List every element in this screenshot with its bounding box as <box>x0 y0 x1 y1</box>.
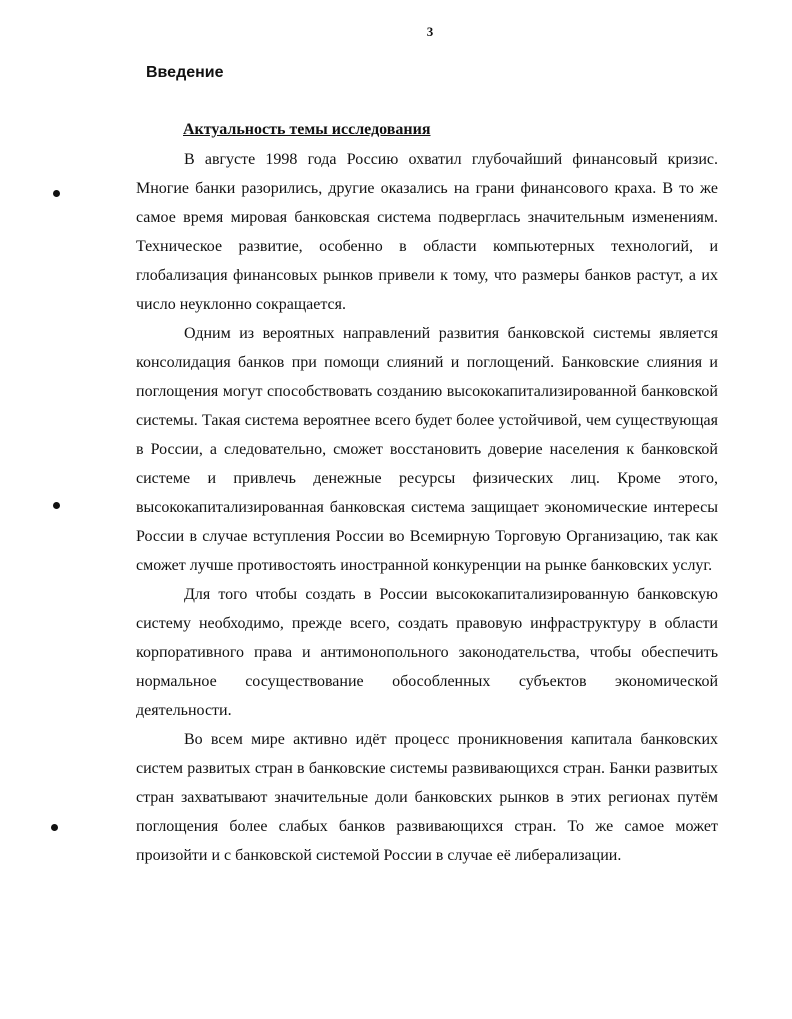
paragraph-2: Одним из вероятных направлений развития банковской системы является консолидация банков при помощи слияний и поглощений. Банковские слияния и поглощения могут способствовать созданию высококапитализированной банковской системы. Такая система вероятнее всего будет более устойчивой, чем существующая в России, а следовательно, сможет восстановить доверие населения к банковской системе и привлечь денежные ресурсы физических лиц. Кроме этого, высококапитализированная банковская система защищает экономические интересы России в случае вступления России во Всемирную Торговую Организацию, так как сможет лучше противостоять иностранной конкуренции на рынке банковских услуг. <box>136 325 718 574</box>
paragraph-1: В августе 1998 года Россию охватил глубочайший финансовый кризис. Многие банки разорились, другие оказались на грани финансового краха. В то же самое время мировая банковская система подверглась значительным изменениям. Техническое развитие, особенно в области компьютерных технологий, и глобализация финансовых рынков привели к тому, что размеры банков растут, а их число неуклонно сокращается. <box>136 151 718 313</box>
paragraph-3: Для того чтобы создать в России высококапитализированную банковскую систему необходимо, прежде всего, создать правовую инфраструктуру в области корпоративного права и антимонопольного законодательства, чтобы обеспечить нормальное сосуществование обособленных субъектов экономической деятельности. <box>136 586 718 719</box>
body-text <box>136 145 718 870</box>
page-number: 3 <box>426 24 434 39</box>
binding-hole-mark-top <box>53 190 60 197</box>
subsection-heading: Актуальность темы исследования <box>183 121 431 138</box>
binding-hole-mark-bottom <box>51 824 58 831</box>
section-heading: Введение <box>146 64 224 81</box>
binding-hole-mark-middle <box>53 502 60 509</box>
paragraph-4: Во всем мире активно идёт процесс проникновения капитала банковских систем развитых стран в банковские системы развивающихся стран. Банки развитых стран захватывают значительные доли банковских рынков в этих регионах путём поглощения более слабых банков развивающихся стран. То же самое может произойти и с банковской системой России в случае её либерализации. <box>136 731 718 864</box>
